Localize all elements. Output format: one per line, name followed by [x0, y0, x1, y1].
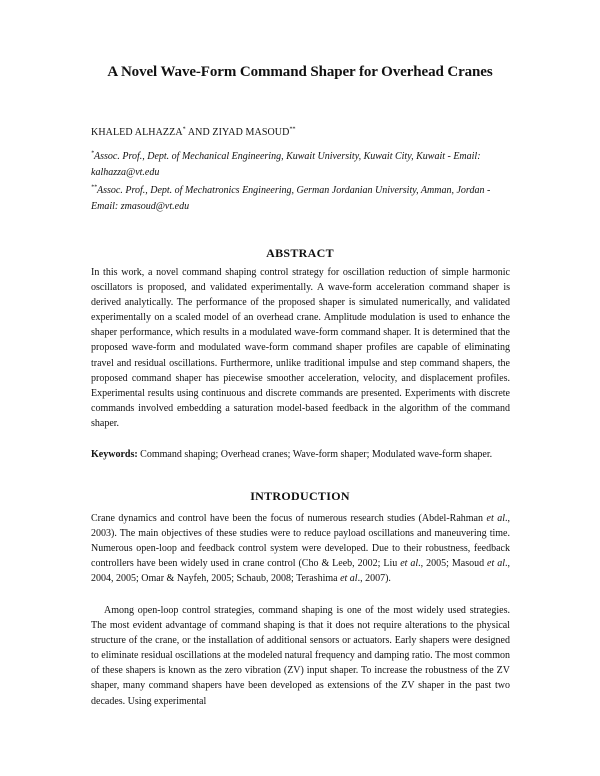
intro-p1-etal-1: et al	[486, 513, 506, 524]
intro-p1-text-5: ., 2007).	[357, 573, 391, 585]
author-conjunction: AND	[185, 127, 213, 138]
abstract-heading: ABSTRACT	[266, 246, 334, 260]
affiliation-1-mark: *	[91, 150, 94, 157]
paper-title: A Novel Wave-Form Command Shaper for Overhead Cranes	[107, 64, 493, 80]
intro-p1-text-4: ., 2004, 2005; Omar & Nayfeh, 2005; Schaub, 2008; Terashima	[91, 558, 511, 585]
intro-p1-text-1: Crane dynamics and control have been the focus of numerous research studies (Abdel-Rahman	[91, 513, 487, 524]
affiliation-2-text: Assoc. Prof., Dept. of Mechatronics Engineering, German Jordanian University, Amman, Jordan - Email: zmasoud@vt.edu	[91, 185, 491, 212]
intro-p1-text-3: ., 2005; Masoud	[418, 558, 488, 570]
intro-p1-etal-3: et al	[487, 558, 506, 570]
affiliation-2	[91, 183, 511, 214]
author-line	[91, 127, 296, 138]
intro-p1-text-2: ., 2003). The main objectives of these studies were to reduce payload oscillations and maneuvering time. Numerous open-loop and feedback control system were developed. Due to their robustness, feedback controllers have been widely used in crane control (Cho & Leeb, 2002; Liu	[91, 513, 511, 570]
author-2: ZIYAD MASOUD	[212, 127, 290, 138]
author-2-mark: **	[289, 126, 296, 133]
introduction-paragraph-2: Among open-loop control strategies, command shaping is one of the most widely used strategies. The most evident advantage of command shaping is that it does not require alterations to the physical structure of the crane, or the installation of additional sensors or actuators. Early shapers were designed to eliminate residual oscillations at the modeled natural frequency and damping ratio. The most common of these shapers is known as the zero vibration (ZV) input shaper. To increase the robustness of the ZV shaper, many command shapers have been developed as extensions of the ZV shaper in the past two decades. Using experimental	[91, 605, 510, 707]
keywords-text: Command shaping; Overhead cranes; Wave-form shaper; Modulated wave-form shaper.	[137, 449, 493, 460]
author-1: KHALED ALHAZZA	[91, 127, 183, 138]
introduction-heading: INTRODUCTION	[250, 489, 350, 503]
affiliation-2-mark: **	[91, 184, 97, 191]
keywords-label: Keywords:	[91, 449, 138, 460]
affiliation-1-text: Assoc. Prof., Dept. of Mechanical Engineering, Kuwait University, Kuwait City, Kuwait - Email: kalhazza@vt.edu	[91, 151, 481, 178]
introduction-paragraph-1	[91, 511, 510, 586]
keywords	[91, 447, 510, 462]
abstract-text: In this work, a novel command shaping control strategy for oscillation reduction of simple harmonic oscillators is proposed, and validated experimentally. A wave-form acceleration command shaper is derived analytically. The performance of the proposed shaper is simulated numerically, and validated experimentally on a scaled model of an overhead crane. Amplitude modulation is used to enhance the shaper performance, which results in a modulated wave-form command shaper. It is determined that the proposed wave-form and modulated wave-form command shaper profiles are capable of eliminating travel and residual oscillations. Furthermore, unlike traditional impulse and step command shapers, the proposed command shaper has piecewise smoother acceleration, velocity, and displacement profiles. Experimental results using continuous and discrete commands are presented. Experiments with discrete commands involved embedding a saturation model-based feedback in the algorithm of the command shaper.	[91, 267, 510, 429]
intro-p1-etal-4: et al	[340, 573, 358, 585]
affiliation-1	[91, 149, 511, 180]
intro-p1-etal-2: et al	[400, 558, 419, 570]
author-1-mark: *	[182, 126, 186, 133]
